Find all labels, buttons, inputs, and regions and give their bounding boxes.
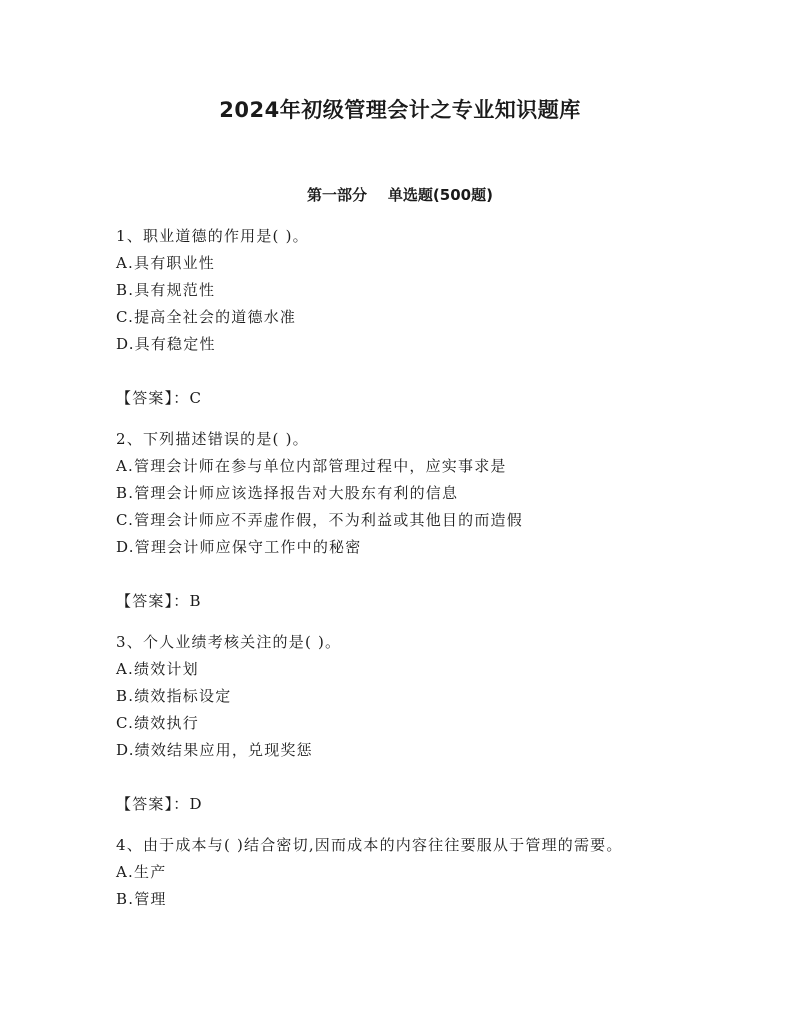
- answer-label: 【答案】：B: [116, 592, 202, 610]
- question-stem: 1、职业道德的作用是( )。: [116, 227, 309, 245]
- option-a: A.生产: [116, 863, 167, 881]
- option-b: B.管理会计师应该选择报告对大股东有利的信息: [116, 484, 459, 502]
- option-c: C.绩效执行: [116, 714, 199, 732]
- question-2: [116, 426, 676, 615]
- option-a: A.管理会计师在参与单位内部管理过程中，应实事求是: [116, 457, 507, 475]
- option-b: B.具有规范性: [116, 281, 216, 299]
- question-stem: 4、由于成本与( )结合密切,因而成本的内容往往要服从于管理的需要。: [116, 836, 623, 854]
- option-c: C.管理会计师应不弄虚作假，不为利益或其他目的而造假: [116, 511, 523, 529]
- section-title: 第一部分 单选题(500题): [307, 186, 493, 204]
- question-4: [116, 832, 676, 913]
- option-c: C.提高全社会的道德水准: [116, 308, 297, 326]
- option-b: B.绩效指标设定: [116, 687, 232, 705]
- document-title: 2024年初级管理会计之专业知识题库: [219, 98, 581, 122]
- option-a: A.具有职业性: [116, 254, 216, 272]
- option-d: D.具有稳定性: [116, 335, 216, 353]
- option-a: A.绩效计划: [116, 660, 199, 678]
- answer-label: 【答案】：C: [116, 389, 203, 407]
- option-d: D.管理会计师应保守工作中的秘密: [116, 538, 362, 556]
- question-stem: 3、个人业绩考核关注的是( )。: [116, 633, 342, 651]
- question-stem: 2、下列描述错误的是( )。: [116, 430, 309, 448]
- option-b: B.管理: [116, 890, 167, 908]
- question-list: [116, 223, 676, 913]
- question-1: [116, 223, 676, 412]
- answer-label: 【答案】：D: [116, 795, 203, 813]
- option-d: D.绩效结果应用，兑现奖惩: [116, 741, 313, 759]
- question-3: [116, 629, 676, 818]
